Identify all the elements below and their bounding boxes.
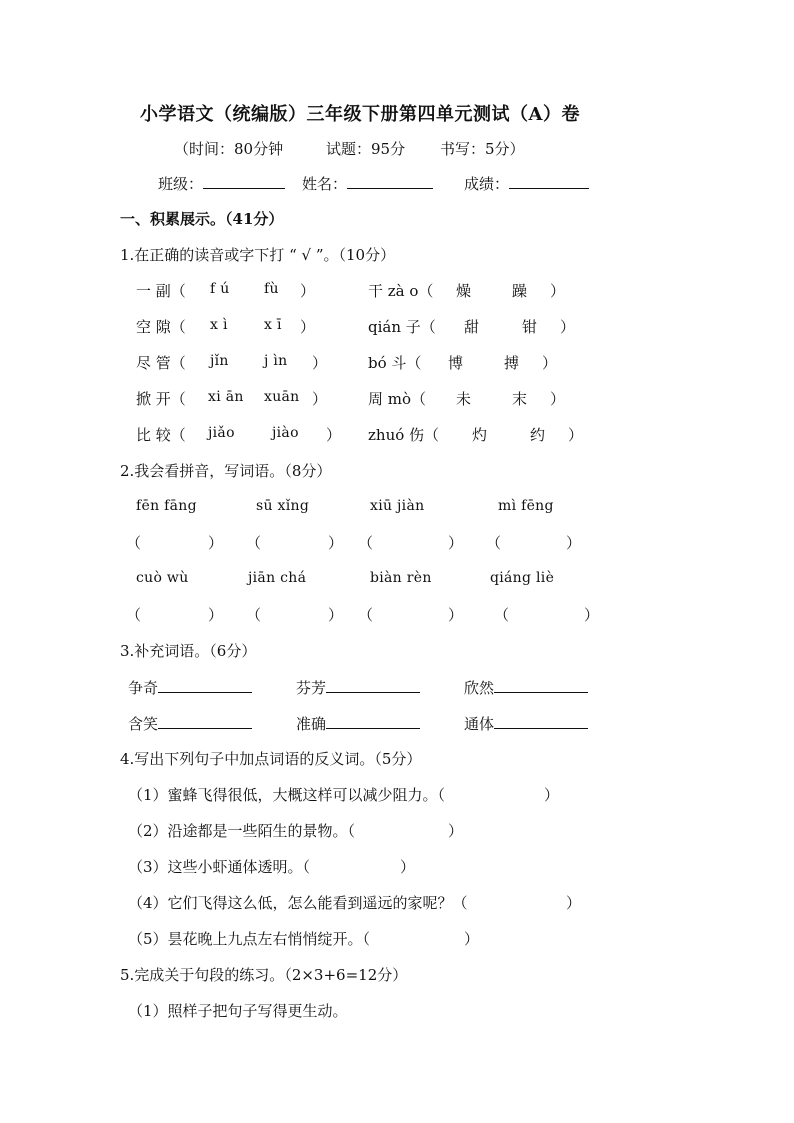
- q4-item: （5）昙花晚上九点左右悄悄绽开。（: [128, 930, 371, 948]
- idiom-blank[interactable]: [158, 712, 252, 729]
- answer-box-close: ）: [566, 534, 582, 552]
- idiom-fill: 准确: [296, 712, 420, 734]
- grade-field: [464, 172, 589, 194]
- idiom-fill: 争奇: [128, 676, 252, 698]
- page-title: 小学语文（统编版）三年级下册第四单元测试（A）卷: [140, 104, 580, 125]
- q4-item: （1）蜜蜂飞得很低，大概这样可以减少阻力。（: [128, 786, 446, 804]
- q1-right-row: qián 子（ 甜 钳 ）: [368, 318, 576, 336]
- q4-close: ）: [464, 930, 480, 948]
- q5-title: 5.完成关于句段的练习。（2×3+6=12分）: [120, 966, 408, 984]
- pinyin-cell: sū xǐng: [256, 498, 310, 514]
- idiom-fill: 通体: [464, 712, 588, 734]
- q1-right-row: zhuó 伤（ 灼 约 ）: [368, 426, 584, 444]
- answer-box[interactable]: （: [126, 534, 142, 552]
- idiom-fill: 芬芳: [296, 676, 420, 698]
- q5-item: （1）照样子把句子写得更生动。: [128, 1002, 348, 1020]
- q2-title: 2.我会看拼音，写词语。（8分）: [120, 462, 332, 480]
- q1-right-row: 干 zà o（ 燥 躁 ）: [368, 282, 566, 300]
- q4-item: （3）这些小虾通体透明。（: [128, 858, 311, 876]
- answer-box[interactable]: （: [246, 606, 262, 624]
- answer-box-close: ）: [328, 606, 344, 624]
- q4-close: ）: [448, 822, 464, 840]
- pinyin-cell: cuò wù: [136, 570, 189, 586]
- pinyin-cell: fēn fāng: [136, 498, 197, 514]
- q4-item: （2）沿途都是一些陌生的景物。（: [128, 822, 356, 840]
- q1-left-row: 尽 管（ jǐn j ìn ）: [136, 353, 328, 372]
- answer-box[interactable]: （: [126, 606, 142, 624]
- idiom-blank[interactable]: [326, 712, 420, 729]
- q1-left-row: 一 副（ f ú fù ）: [136, 281, 316, 300]
- pinyin-cell: xiū jiàn: [370, 498, 425, 514]
- q4-close: ）: [544, 786, 560, 804]
- answer-box[interactable]: （: [246, 534, 262, 552]
- q4-close: ）: [400, 858, 416, 876]
- grade-blank[interactable]: [509, 172, 589, 189]
- idiom-fill: 含笑: [128, 712, 252, 734]
- q1-left-row: 比 较（ jiǎo jiào ）: [136, 425, 342, 444]
- idiom-fill: 欣然: [464, 676, 588, 698]
- q4-close: ）: [566, 894, 582, 912]
- answer-box[interactable]: （: [494, 606, 510, 624]
- answer-box[interactable]: （: [486, 534, 502, 552]
- q1-right-row: 周 mò（ 未 末 ）: [368, 390, 566, 408]
- answer-box-close: ）: [448, 534, 464, 552]
- answer-box[interactable]: （: [358, 534, 374, 552]
- name-field: [302, 172, 433, 194]
- pinyin-cell: mì fēng: [498, 498, 554, 514]
- answer-box-close: ）: [448, 606, 464, 624]
- q4-title: 4.写出下列句子中加点词语的反义词。（5分）: [120, 750, 422, 768]
- idiom-blank[interactable]: [326, 676, 420, 693]
- pinyin-cell: qiáng liè: [490, 570, 555, 586]
- grade-label: 成绩：: [464, 175, 510, 193]
- q1-right-row: bó 斗（ 博 搏 ）: [368, 354, 558, 372]
- answer-box-close: ）: [584, 606, 600, 624]
- exam-score: 试题：95分: [326, 140, 406, 158]
- section-heading: 一、积累展示。（41分）: [120, 210, 284, 228]
- class-field: [158, 172, 285, 194]
- answer-box-close: ）: [328, 534, 344, 552]
- pinyin-cell: jiān chá: [248, 570, 307, 586]
- class-blank[interactable]: [203, 172, 285, 189]
- pinyin-cell: biàn rèn: [370, 570, 432, 586]
- idiom-blank[interactable]: [494, 712, 588, 729]
- q1-title: 1.在正确的读音或字下打 “ √ ”。（10分）: [120, 246, 396, 264]
- q3-title: 3.补充词语。（6分）: [120, 642, 257, 660]
- name-blank[interactable]: [347, 172, 433, 189]
- answer-box-close: ）: [208, 606, 224, 624]
- answer-box[interactable]: （: [358, 606, 374, 624]
- idiom-blank[interactable]: [158, 676, 252, 693]
- idiom-blank[interactable]: [494, 676, 588, 693]
- q1-left-row: 空 隙（ x ì x ī ）: [136, 317, 316, 336]
- answer-box-close: ）: [208, 534, 224, 552]
- name-label: 姓名：: [302, 175, 348, 193]
- q4-item: （4）它们飞得这么低，怎么能看到遥远的家呢？（: [128, 894, 468, 912]
- exam-time: （时间：80分钟: [174, 140, 284, 158]
- q1-left-row: 掀 开（ xi ān xuān ）: [136, 389, 328, 408]
- exam-writing: 书写：5分）: [440, 140, 525, 158]
- class-label: 班级：: [158, 175, 204, 193]
